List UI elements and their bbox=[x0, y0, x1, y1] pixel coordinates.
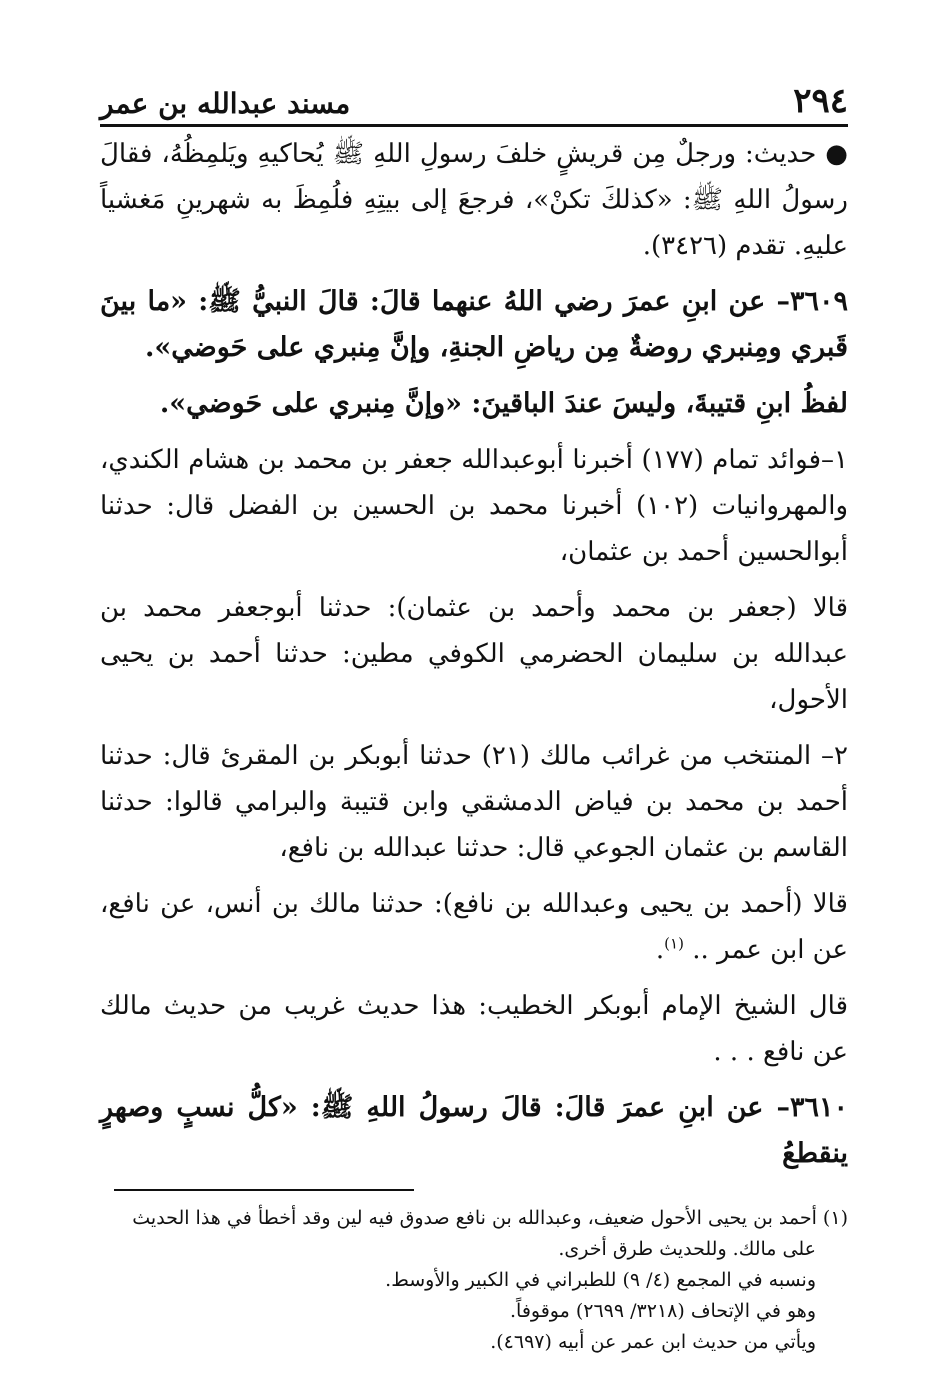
footnote-line: (١) أحمد بن يحيى الأحول ضعيف، وعبدالله بن نافع صدوق فيه لين وقد أخطأ في هذا الحديث bbox=[132, 1207, 848, 1229]
paragraph-hadith-note: ● حديث: ورجلٌ مِن قريشٍ خلفَ رسولِ اللهِ ﷺ يُحاكيهِ ويَلمِظُهُ، فقالَ رسولُ اللهِ ﷺ: «كذلكَ تكنْ»، فرجعَ إلى بيتِهِ فلُمِظَ به شهرينِ مَغشياً عليهِ. تقدم (٣٤٢٦). bbox=[100, 139, 848, 261]
paragraph-khatib-comment: قال الشيخ الإمام أبوبكر الخطيب: هذا حديث غريب من حديث مالك عن نافع . . . bbox=[100, 991, 848, 1067]
paragraph-wording-note: لفظُ ابنِ قتيبةَ، وليسَ عندَ الباقينَ: «وإنَّ مِنبري على حَوضي». bbox=[159, 388, 848, 419]
footnote-line: على مالك. وللحديث طرق أخرى. bbox=[558, 1238, 816, 1260]
page-header bbox=[100, 70, 848, 127]
paragraph-hadith-3610: ٣٦١٠– عن ابنِ عمرَ قالَ: قالَ رسولُ اللهِ ﷺ: «كلُّ نسبٍ وصهرٍ ينقطعُ bbox=[100, 1092, 848, 1169]
chain-2-text: قالا (أحمد بن يحيى وعبدالله بن نافع): حدثنا مالك بن أنس، عن نافع، عن ابن عمر .. bbox=[100, 889, 848, 965]
footnote-line: ونسبه في المجمع (٤/ ٩) للطبراني في الكبير والأوسط. bbox=[385, 1269, 816, 1291]
paragraph-chain-2: قالا (أحمد بن يحيى وعبدالله بن نافع): حدثنا مالك بن أنس، عن نافع، عن ابن عمر .. $^{(١)}$. bbox=[100, 889, 848, 965]
paragraph-source-1: ١–فوائد تمام (١٧٧) أخبرنا أبوعبدالله جعفر بن محمد بن هشام الكندي، والمهروانيات (١٠٢) أخبرنا محمد بن الحسين بن الفضل قال: حدثنا أبوالحسين أحمد بن عثمان، bbox=[100, 445, 848, 567]
book-page bbox=[100, 70, 848, 1353]
book-title: مسند عبدالله بن عمر bbox=[100, 87, 351, 120]
paragraph-hadith-3609: ٣٦٠٩– عن ابنِ عمرَ رضي اللهُ عنهما قالَ: قالَ النبيُّ ﷺ: «ما بينَ قَبري ومِنبري روضةٌ مِن رياضِ الجنةِ، وإنَّ مِنبري على حَوضي». bbox=[100, 286, 848, 363]
page-number: ٢٩٤ bbox=[793, 81, 848, 121]
paragraph-chain-1: قالا (جعفر بن محمد وأحمد بن عثمان): حدثنا أبوجعفر محمد بن عبدالله بن سليمان الحضرمي الكوفي مطين: حدثنا أحمد بن يحيى الأحول، bbox=[100, 593, 848, 715]
paragraph-source-2: ٢– المنتخب من غرائب مالك (٢١) حدثنا أبوبكر بن المقرئ قال: حدثنا أحمد بن محمد بن فياض الدمشقي وابن قتيبة والبرامي قالوا: حدثنا القاسم بن عثمان الجوعي قال: حدثنا عبدالله بن نافع، bbox=[100, 741, 848, 863]
footnote-line: ويأتي من حديث ابن عمر عن أبيه (٤٦٩٧). bbox=[490, 1331, 816, 1353]
footnote-line: وهو في الإتحاف (٣٢١٨/ ٢٦٩٩) موقوفاً. bbox=[510, 1300, 816, 1322]
footnote-divider bbox=[114, 1189, 414, 1191]
footnote-reference: (١) bbox=[664, 934, 684, 953]
footnotes bbox=[100, 1203, 848, 1358]
main-text bbox=[100, 131, 848, 1177]
